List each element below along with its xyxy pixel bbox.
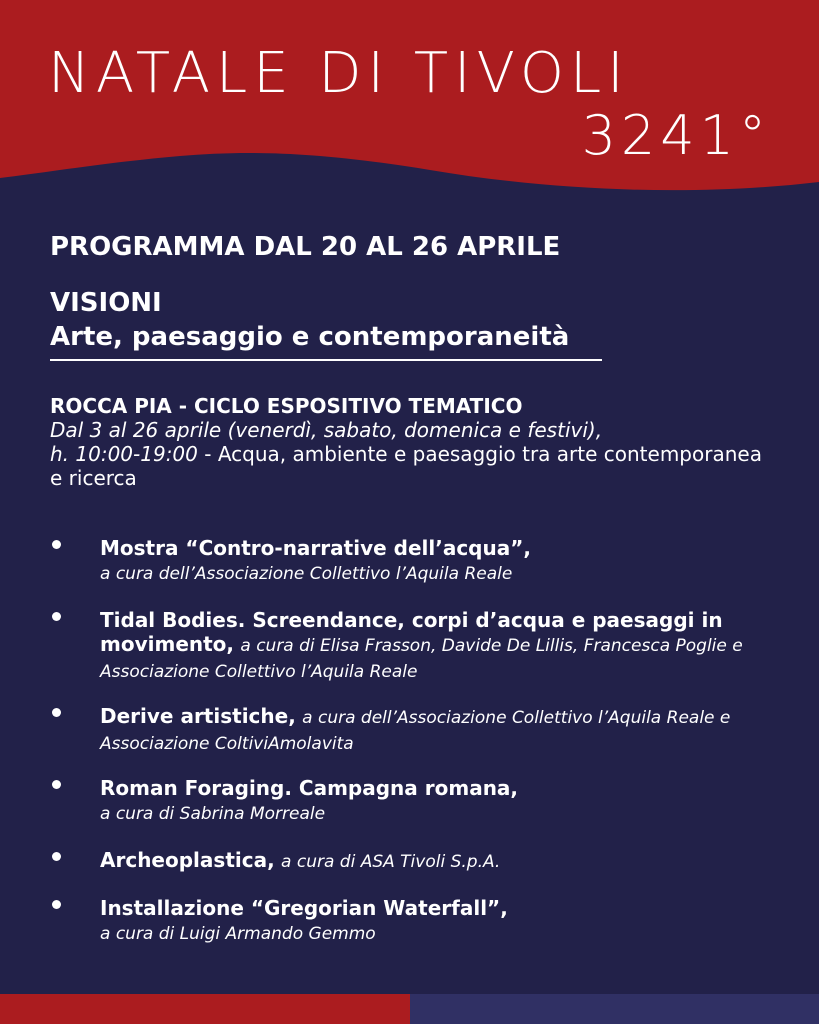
- venue-title: ROCCA PIA - CICLO ESPOSITIVO TEMATICO: [50, 394, 523, 418]
- event-item-credit: a cura dell’Associazione Collettivo l’Aquila Reale e Associazione ColtiviAmolavita: [100, 708, 731, 754]
- event-item-credit: a cura di Luigi Armando Gemmo: [100, 924, 376, 944]
- events-list: [50, 536, 790, 946]
- section-underline: [50, 359, 602, 361]
- venue-description: - Acqua, ambiente e paesaggio tra arte contemporanea e ricerca: [50, 442, 762, 490]
- section-subtitle: Arte, paesaggio e contemporaneità: [50, 322, 570, 352]
- venue-dates: Dal 3 al 26 aprile (venerdì, sabato, domenica e festivi),: [50, 418, 603, 442]
- bullet-icon: [52, 612, 61, 621]
- event-item-credit: a cura di Sabrina Morreale: [100, 804, 326, 824]
- bullet-icon: [52, 540, 61, 549]
- footer-bar-red: [0, 994, 410, 1024]
- venue-hours: h. 10:00-19:00: [50, 442, 198, 466]
- event-item-credit: a cura dell’Associazione Collettivo l’Aquila Reale: [100, 564, 513, 584]
- list-item: [50, 776, 790, 826]
- event-item-title: Tidal Bodies. Screendance, corpi d’acqua e paesaggi in movimento,: [100, 608, 723, 656]
- list-item: [50, 608, 790, 684]
- program-heading: PROGRAMMA DAL 20 AL 26 APRILE: [50, 232, 561, 262]
- list-item: [50, 536, 790, 586]
- bullet-icon: [52, 708, 61, 717]
- event-item-credit: a cura di ASA Tivoli S.p.A.: [281, 852, 501, 872]
- bullet-icon: [52, 780, 61, 789]
- section-title: VISIONI: [50, 288, 162, 318]
- event-title: NATALE DI TIVOLI: [48, 41, 630, 106]
- list-item: [50, 704, 790, 756]
- event-item-title: Archeoplastica,: [100, 848, 275, 872]
- bullet-icon: [52, 900, 61, 909]
- list-item: [50, 848, 790, 874]
- venue-details: [50, 418, 770, 490]
- event-item-title: Derive artistiche,: [100, 704, 296, 728]
- event-item-credit: a cura di Elisa Frasson, Davide De Lillis, Francesca Poglie e Associazione Collettivo l’Aquila Reale: [100, 636, 743, 682]
- footer-bar-navy: [410, 994, 819, 1024]
- list-item: [50, 896, 790, 946]
- bullet-icon: [52, 852, 61, 861]
- venue-block: [50, 394, 770, 490]
- event-item-title: Mostra “Contro-narrative dell’acqua”,: [100, 536, 531, 560]
- edition-number: 3241°: [581, 104, 771, 167]
- event-item-title: Roman Foraging. Campagna romana,: [100, 776, 519, 800]
- event-item-title: Installazione “Gregorian Waterfall”,: [100, 896, 508, 920]
